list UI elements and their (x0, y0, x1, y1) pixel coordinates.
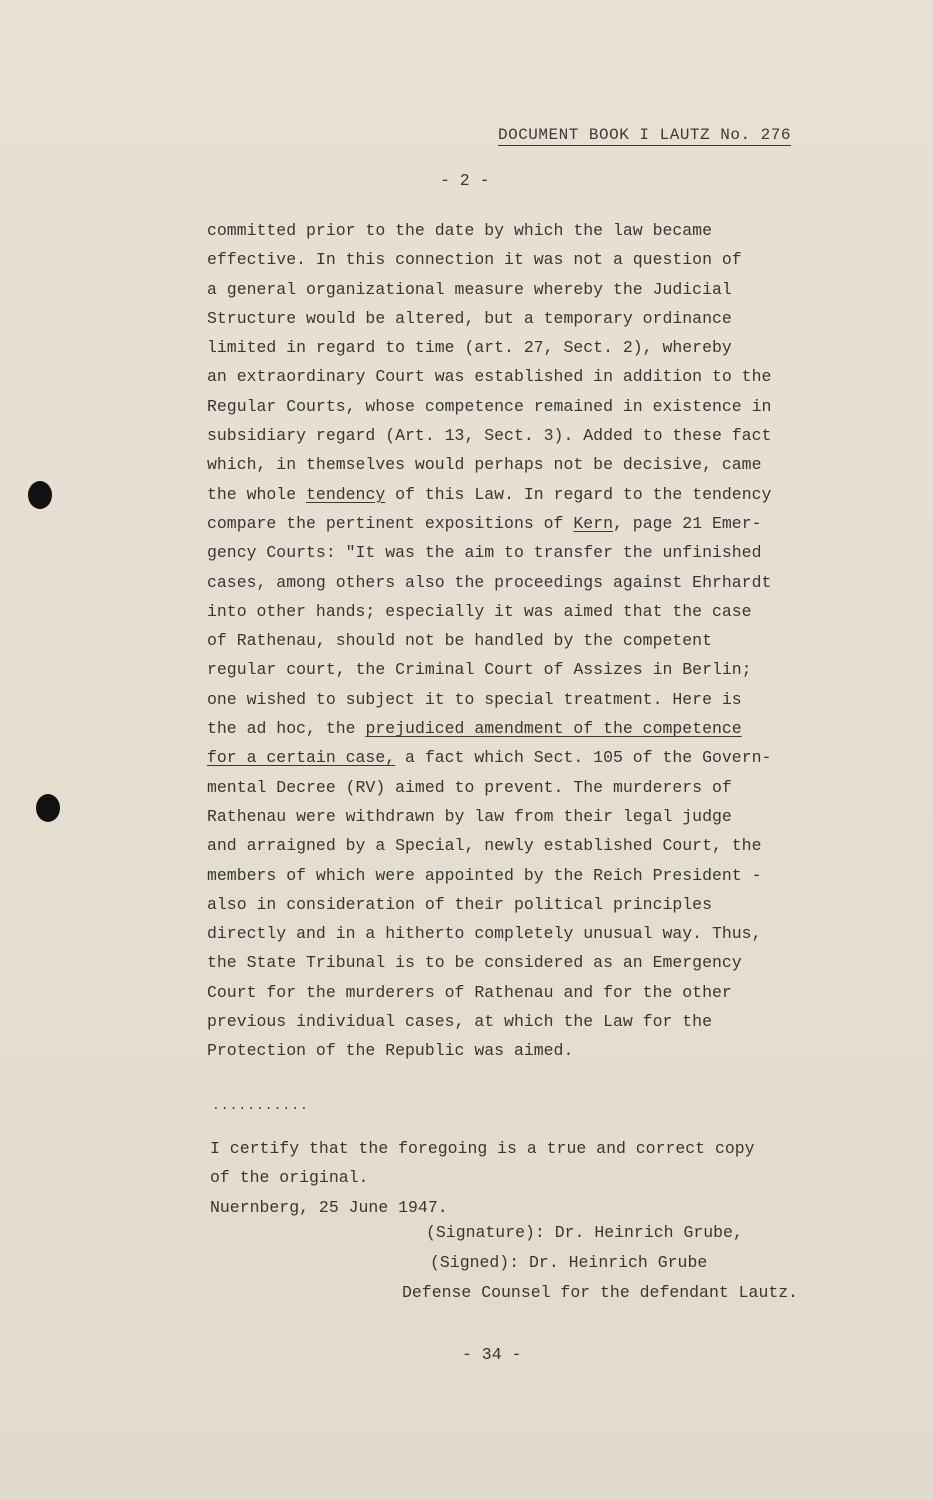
text-line (207, 480, 897, 509)
certification-line: I certify that the foregoing is a true and correct copy (210, 1139, 755, 1158)
punch-hole-lower (36, 794, 60, 822)
text-line (207, 743, 897, 772)
text-line: Court for the murderers of Rathenau and for the other (207, 982, 732, 1002)
text-segment: the ad hoc, the (207, 719, 366, 739)
text-segment: a fact which Sect. 105 of the Govern- (395, 748, 772, 768)
text-line: regular court, the Criminal Court of Assizes in Berlin; (207, 660, 752, 680)
text-line (207, 714, 897, 743)
underlined-amendment: prejudiced amendment of the competence (365, 719, 742, 739)
certification-line: of the original. (210, 1168, 369, 1188)
underlined-case: for a certain case, (207, 748, 396, 768)
text-segment: , page 21 Emer- (612, 513, 762, 533)
signed-line: (Signed): Dr. Heinrich Grube (430, 1253, 708, 1272)
place-date: Nuernberg, 25 June 1947. (210, 1197, 448, 1217)
punch-hole-upper (28, 481, 52, 509)
defense-counsel-title: Defense Counsel for the defendant Lautz. (402, 1283, 799, 1302)
text-line: committed prior to the date by which the law became (207, 221, 712, 240)
text-line: Rathenau were withdrawn by law from their legal judge (207, 806, 732, 826)
text-segment: the whole (207, 484, 307, 504)
text-line: subsidiary regard (Art. 13, Sect. 3). Added to these fact (207, 426, 772, 446)
text-line: cases, among others also the proceedings against Ehrhardt (207, 572, 772, 592)
text-line: directly and in a hitherto completely unusual way. Thus, (207, 924, 762, 944)
signature-line: (Signature): Dr. Heinrich Grube, (426, 1223, 743, 1242)
text-line: Protection of the Republic was aimed. (207, 1041, 574, 1061)
text-line: the State Tribunal is to be considered as an Emergency (207, 953, 742, 973)
page-number: - 34 - (462, 1345, 522, 1364)
text-line: of Rathenau, should not be handled by the competent (207, 631, 712, 651)
text-line: limited in regard to time (art. 27, Sect. 2), whereby (207, 338, 732, 358)
text-line: members of which were appointed by the Reich President - (207, 865, 762, 885)
text-line: effective. In this connection it was not a question of (207, 250, 742, 270)
text-segment: compare the pertinent expositions of (207, 513, 574, 533)
text-segment: of this Law. In regard to the tendency (385, 484, 772, 504)
page-marker: - 2 - (440, 171, 490, 190)
separator-dots: ........... (212, 1098, 309, 1113)
body-text (207, 216, 897, 1066)
document-reference: DOCUMENT BOOK I LAUTZ No. 276 (498, 126, 791, 144)
text-line: into other hands; especially it was aimed that the case (207, 601, 752, 621)
text-line: which, in themselves would perhaps not be decisive, came (207, 455, 762, 475)
certification-block (210, 1134, 755, 1222)
text-line: previous individual cases, at which the Law for the (207, 1012, 712, 1032)
text-line: a general organizational measure whereby the Judicial (207, 279, 732, 299)
text-line: also in consideration of their political principles (207, 894, 712, 914)
text-line: and arraigned by a Special, newly established Court, the (207, 836, 762, 856)
text-line: gency Courts: "It was the aim to transfer the unfinished (207, 543, 762, 563)
text-line: an extraordinary Court was established in addition to the (207, 367, 772, 387)
text-line: mental Decree (RV) aimed to prevent. The murderers of (207, 777, 732, 797)
text-line (207, 509, 897, 538)
underlined-kern: Kern (573, 513, 613, 533)
text-line: one wished to subject it to special treatment. Here is (207, 689, 742, 709)
text-line: Regular Courts, whose competence remained in existence in (207, 396, 772, 416)
text-line: Structure would be altered, but a temporary ordinance (207, 308, 732, 328)
underlined-tendency: tendency (306, 484, 386, 504)
